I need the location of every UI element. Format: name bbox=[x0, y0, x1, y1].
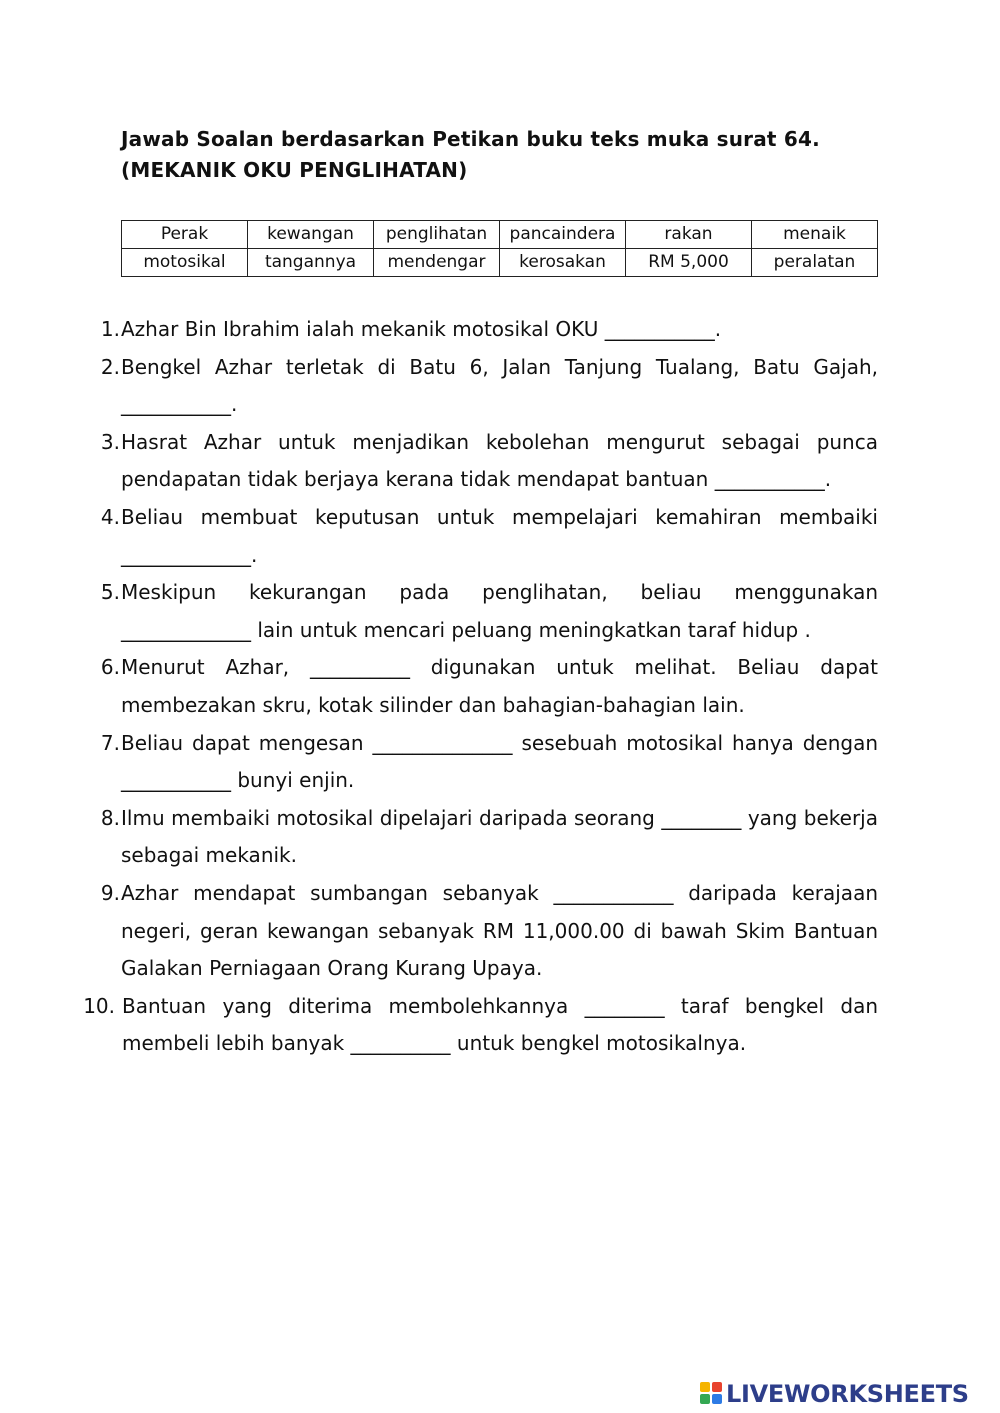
question-number: 1. bbox=[100, 317, 120, 341]
word-bank-cell: tangannya bbox=[248, 249, 374, 277]
heading-instruction: Jawab Soalan berdasarkan Petikan buku teks muka surat 64. bbox=[121, 127, 820, 151]
question-text[interactable]: Bengkel Azhar terletak di Batu 6, Jalan Tanjung Tualang, Batu Gajah, ___________. bbox=[121, 354, 878, 417]
word-bank-row bbox=[122, 249, 878, 277]
question-text[interactable]: Menurut Azhar, __________ digunakan untuk melihat. Beliau dapat membezakan skru, kotak silinder dan bahagian-bahagian lain. bbox=[121, 655, 878, 717]
question-item bbox=[70, 311, 878, 349]
word-bank-cell: kewangan bbox=[248, 221, 374, 249]
question-item bbox=[70, 800, 878, 875]
question-text[interactable]: Beliau dapat mengesan ______________ sesebuah motosikal hanya dengan ___________ bunyi enjin. bbox=[121, 730, 878, 793]
liveworksheets-logo bbox=[700, 1380, 969, 1408]
question-item bbox=[70, 725, 878, 800]
question-text[interactable]: Azhar mendapat sumbangan sebanyak ____________ daripada kerajaan negeri, geran kewangan sebanyak RM 11,000.00 di bawah Skim Bantuan Galakan Perniagaan Orang Kurang Upaya. bbox=[121, 880, 878, 981]
word-bank-cell: Perak bbox=[122, 221, 248, 249]
question-item bbox=[70, 875, 878, 988]
question-text[interactable]: Bantuan yang diterima membolehkannya ________ taraf bengkel dan membeli lebih banyak __________ untuk bengkel motosikalnya. bbox=[122, 993, 878, 1056]
word-bank-cell: peralatan bbox=[752, 249, 878, 277]
word-bank-cell: penglihatan bbox=[374, 221, 500, 249]
question-text[interactable]: Azhar Bin Ibrahim ialah mekanik motosikal OKU ___________. bbox=[121, 317, 722, 341]
question-number: 8. bbox=[100, 805, 120, 830]
question-number: 4. bbox=[100, 504, 120, 529]
word-bank-cell: motosikal bbox=[122, 249, 248, 277]
question-number: 3. bbox=[100, 429, 120, 454]
question-item bbox=[70, 988, 878, 1063]
question-item bbox=[70, 349, 878, 424]
word-bank-cell: mendengar bbox=[374, 249, 500, 277]
question-number: 10. bbox=[83, 993, 115, 1018]
heading-title: (MEKANIK OKU PENGLIHATAN) bbox=[121, 158, 468, 182]
question-item bbox=[70, 424, 878, 499]
liveworksheets-logo-icon bbox=[700, 1382, 724, 1406]
worksheet-heading bbox=[121, 124, 901, 186]
question-number: 7. bbox=[100, 730, 120, 755]
question-item bbox=[70, 649, 878, 724]
word-bank-cell: rakan bbox=[626, 221, 752, 249]
question-text[interactable]: Meskipun kekurangan pada penglihatan, beliau menggunakan _____________ lain untuk mencari peluang meningkatkan taraf hidup . bbox=[121, 580, 878, 642]
question-item bbox=[70, 574, 878, 649]
question-item bbox=[70, 499, 878, 574]
question-text[interactable]: Hasrat Azhar untuk menjadikan kebolehan mengurut sebagai punca pendapatan tidak berjaya kerana tidak mendapat bantuan ___________. bbox=[121, 429, 878, 492]
question-number: 6. bbox=[100, 655, 120, 680]
word-bank-cell: kerosakan bbox=[500, 249, 626, 277]
liveworksheets-logo-text: LIVEWORKSHEETS bbox=[726, 1380, 969, 1408]
word-bank-table bbox=[121, 220, 878, 277]
question-number: 5. bbox=[100, 580, 120, 605]
question-number: 2. bbox=[100, 354, 120, 379]
question-text[interactable]: Ilmu membaiki motosikal dipelajari daripada seorang ________ yang bekerja sebagai mekanik. bbox=[121, 805, 878, 868]
word-bank-cell: pancaindera bbox=[500, 221, 626, 249]
question-list bbox=[70, 311, 878, 1063]
word-bank-cell: menaik bbox=[752, 221, 878, 249]
question-text[interactable]: Beliau membuat keputusan untuk mempelajari kemahiran membaiki _____________. bbox=[121, 504, 878, 567]
question-number: 9. bbox=[100, 880, 120, 905]
word-bank-row bbox=[122, 221, 878, 249]
word-bank-cell: RM 5,000 bbox=[626, 249, 752, 277]
